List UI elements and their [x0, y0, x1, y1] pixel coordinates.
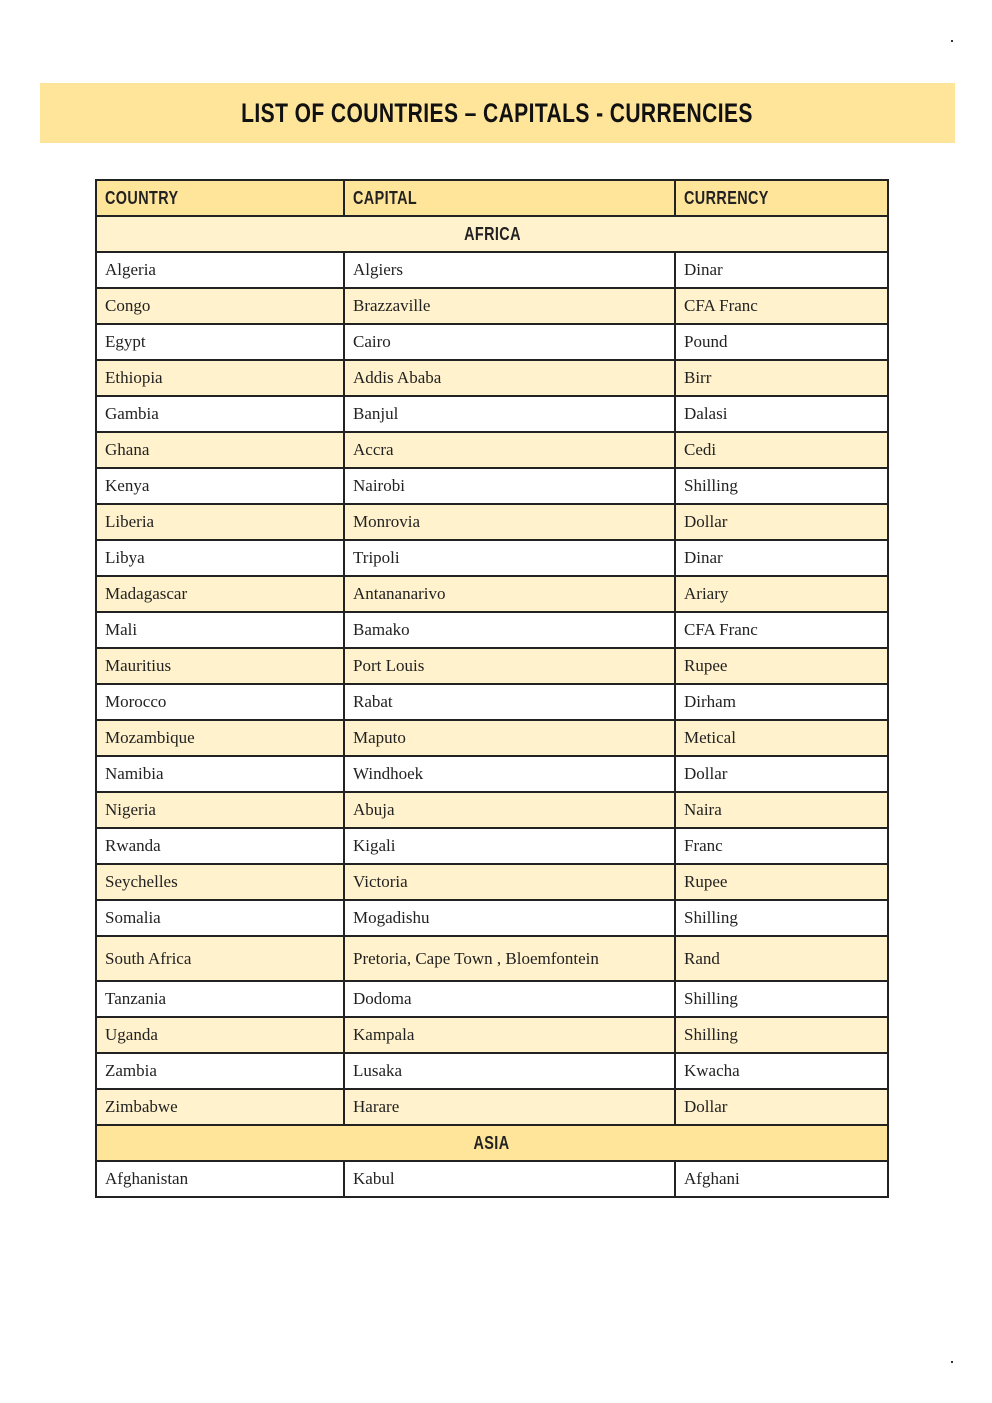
table-row: [96, 936, 888, 981]
table-row: [96, 648, 888, 684]
currency-cell: Franc: [675, 828, 888, 864]
capital-cell: Abuja: [344, 792, 675, 828]
capital-cell: Windhoek: [344, 756, 675, 792]
capital-cell: Monrovia: [344, 504, 675, 540]
currency-cell: Dinar: [675, 540, 888, 576]
table-row: [96, 612, 888, 648]
capital-cell: Brazzaville: [344, 288, 675, 324]
capital-cell: Mogadishu: [344, 900, 675, 936]
countries-table: [95, 179, 889, 1198]
table-row: [96, 1017, 888, 1053]
country-cell: Mauritius: [96, 648, 344, 684]
country-cell: Libya: [96, 540, 344, 576]
country-cell: Morocco: [96, 684, 344, 720]
table-row: [96, 576, 888, 612]
table-row: [96, 792, 888, 828]
table-row: [96, 360, 888, 396]
capital-cell: Cairo: [344, 324, 675, 360]
currency-cell: Shilling: [675, 468, 888, 504]
column-header-currency: [675, 180, 888, 216]
currency-cell: Shilling: [675, 1017, 888, 1053]
table-header-row: [96, 180, 888, 216]
table-row: [96, 684, 888, 720]
page-mark: [951, 1361, 953, 1363]
country-cell: Zambia: [96, 1053, 344, 1089]
country-cell: Nigeria: [96, 792, 344, 828]
capital-cell: Victoria: [344, 864, 675, 900]
page-title: LIST OF COUNTRIES – CAPITALS - CURRENCIES: [241, 97, 754, 128]
currency-cell: Dollar: [675, 756, 888, 792]
currency-cell: Shilling: [675, 900, 888, 936]
currency-cell: Rupee: [675, 648, 888, 684]
currency-cell: Pound: [675, 324, 888, 360]
country-cell: Liberia: [96, 504, 344, 540]
capital-cell: Accra: [344, 432, 675, 468]
column-header-label: CURRENCY: [684, 187, 769, 208]
currency-cell: Kwacha: [675, 1053, 888, 1089]
table-row: [96, 981, 888, 1017]
table-row: [96, 1053, 888, 1089]
region-heading: [96, 1125, 888, 1161]
table-row: [96, 468, 888, 504]
region-label: ASIA: [473, 1132, 510, 1153]
country-cell: Congo: [96, 288, 344, 324]
capital-cell: Algiers: [344, 252, 675, 288]
capital-cell: Nairobi: [344, 468, 675, 504]
country-cell: Mali: [96, 612, 344, 648]
country-cell: Gambia: [96, 396, 344, 432]
region-label: AFRICA: [463, 223, 521, 244]
table-row: [96, 900, 888, 936]
currency-cell: Rupee: [675, 864, 888, 900]
currency-cell: CFA Franc: [675, 612, 888, 648]
capital-cell: Lusaka: [344, 1053, 675, 1089]
region-heading: [96, 216, 888, 252]
currency-cell: Birr: [675, 360, 888, 396]
page-mark: [951, 40, 953, 42]
capital-cell: Pretoria, Cape Town , Bloemfontein: [344, 936, 675, 981]
region-row: [96, 1125, 888, 1161]
capital-cell: Antananarivo: [344, 576, 675, 612]
capital-cell: Banjul: [344, 396, 675, 432]
table-row: [96, 504, 888, 540]
country-cell: Rwanda: [96, 828, 344, 864]
currency-cell: Cedi: [675, 432, 888, 468]
country-cell: Somalia: [96, 900, 344, 936]
country-cell: Kenya: [96, 468, 344, 504]
table-row: [96, 720, 888, 756]
country-cell: Algeria: [96, 252, 344, 288]
table-row: [96, 396, 888, 432]
table-row: [96, 252, 888, 288]
table-row: [96, 828, 888, 864]
table-row: [96, 540, 888, 576]
title-banner: [40, 83, 955, 143]
currency-cell: Dollar: [675, 1089, 888, 1125]
capital-cell: Tripoli: [344, 540, 675, 576]
currency-cell: Metical: [675, 720, 888, 756]
table-row: [96, 1161, 888, 1197]
currency-cell: Rand: [675, 936, 888, 981]
capital-cell: Kigali: [344, 828, 675, 864]
country-cell: Namibia: [96, 756, 344, 792]
country-cell: Ghana: [96, 432, 344, 468]
currency-cell: Dollar: [675, 504, 888, 540]
country-cell: Tanzania: [96, 981, 344, 1017]
country-cell: Afghanistan: [96, 1161, 344, 1197]
capital-cell: Kampala: [344, 1017, 675, 1053]
currency-cell: Naira: [675, 792, 888, 828]
country-cell: Mozambique: [96, 720, 344, 756]
country-cell: South Africa: [96, 936, 344, 981]
country-cell: Uganda: [96, 1017, 344, 1053]
country-cell: Seychelles: [96, 864, 344, 900]
column-header-label: CAPITAL: [353, 187, 418, 208]
currency-cell: Shilling: [675, 981, 888, 1017]
capital-cell: Port Louis: [344, 648, 675, 684]
column-header-country: [96, 180, 344, 216]
capital-cell: Addis Ababa: [344, 360, 675, 396]
table-row: [96, 288, 888, 324]
currency-cell: Afghani: [675, 1161, 888, 1197]
country-cell: Ethiopia: [96, 360, 344, 396]
column-header-label: COUNTRY: [105, 187, 179, 208]
capital-cell: Rabat: [344, 684, 675, 720]
table-row: [96, 1089, 888, 1125]
country-cell: Zimbabwe: [96, 1089, 344, 1125]
region-row: [96, 216, 888, 252]
capital-cell: Harare: [344, 1089, 675, 1125]
table-row: [96, 432, 888, 468]
capital-cell: Dodoma: [344, 981, 675, 1017]
column-header-capital: [344, 180, 675, 216]
country-cell: Madagascar: [96, 576, 344, 612]
currency-cell: Ariary: [675, 576, 888, 612]
capital-cell: Kabul: [344, 1161, 675, 1197]
currency-cell: Dalasi: [675, 396, 888, 432]
capital-cell: Maputo: [344, 720, 675, 756]
currency-cell: CFA Franc: [675, 288, 888, 324]
table-row: [96, 324, 888, 360]
table-row: [96, 756, 888, 792]
capital-cell: Bamako: [344, 612, 675, 648]
table-row: [96, 864, 888, 900]
currency-cell: Dirham: [675, 684, 888, 720]
currency-cell: Dinar: [675, 252, 888, 288]
country-cell: Egypt: [96, 324, 344, 360]
